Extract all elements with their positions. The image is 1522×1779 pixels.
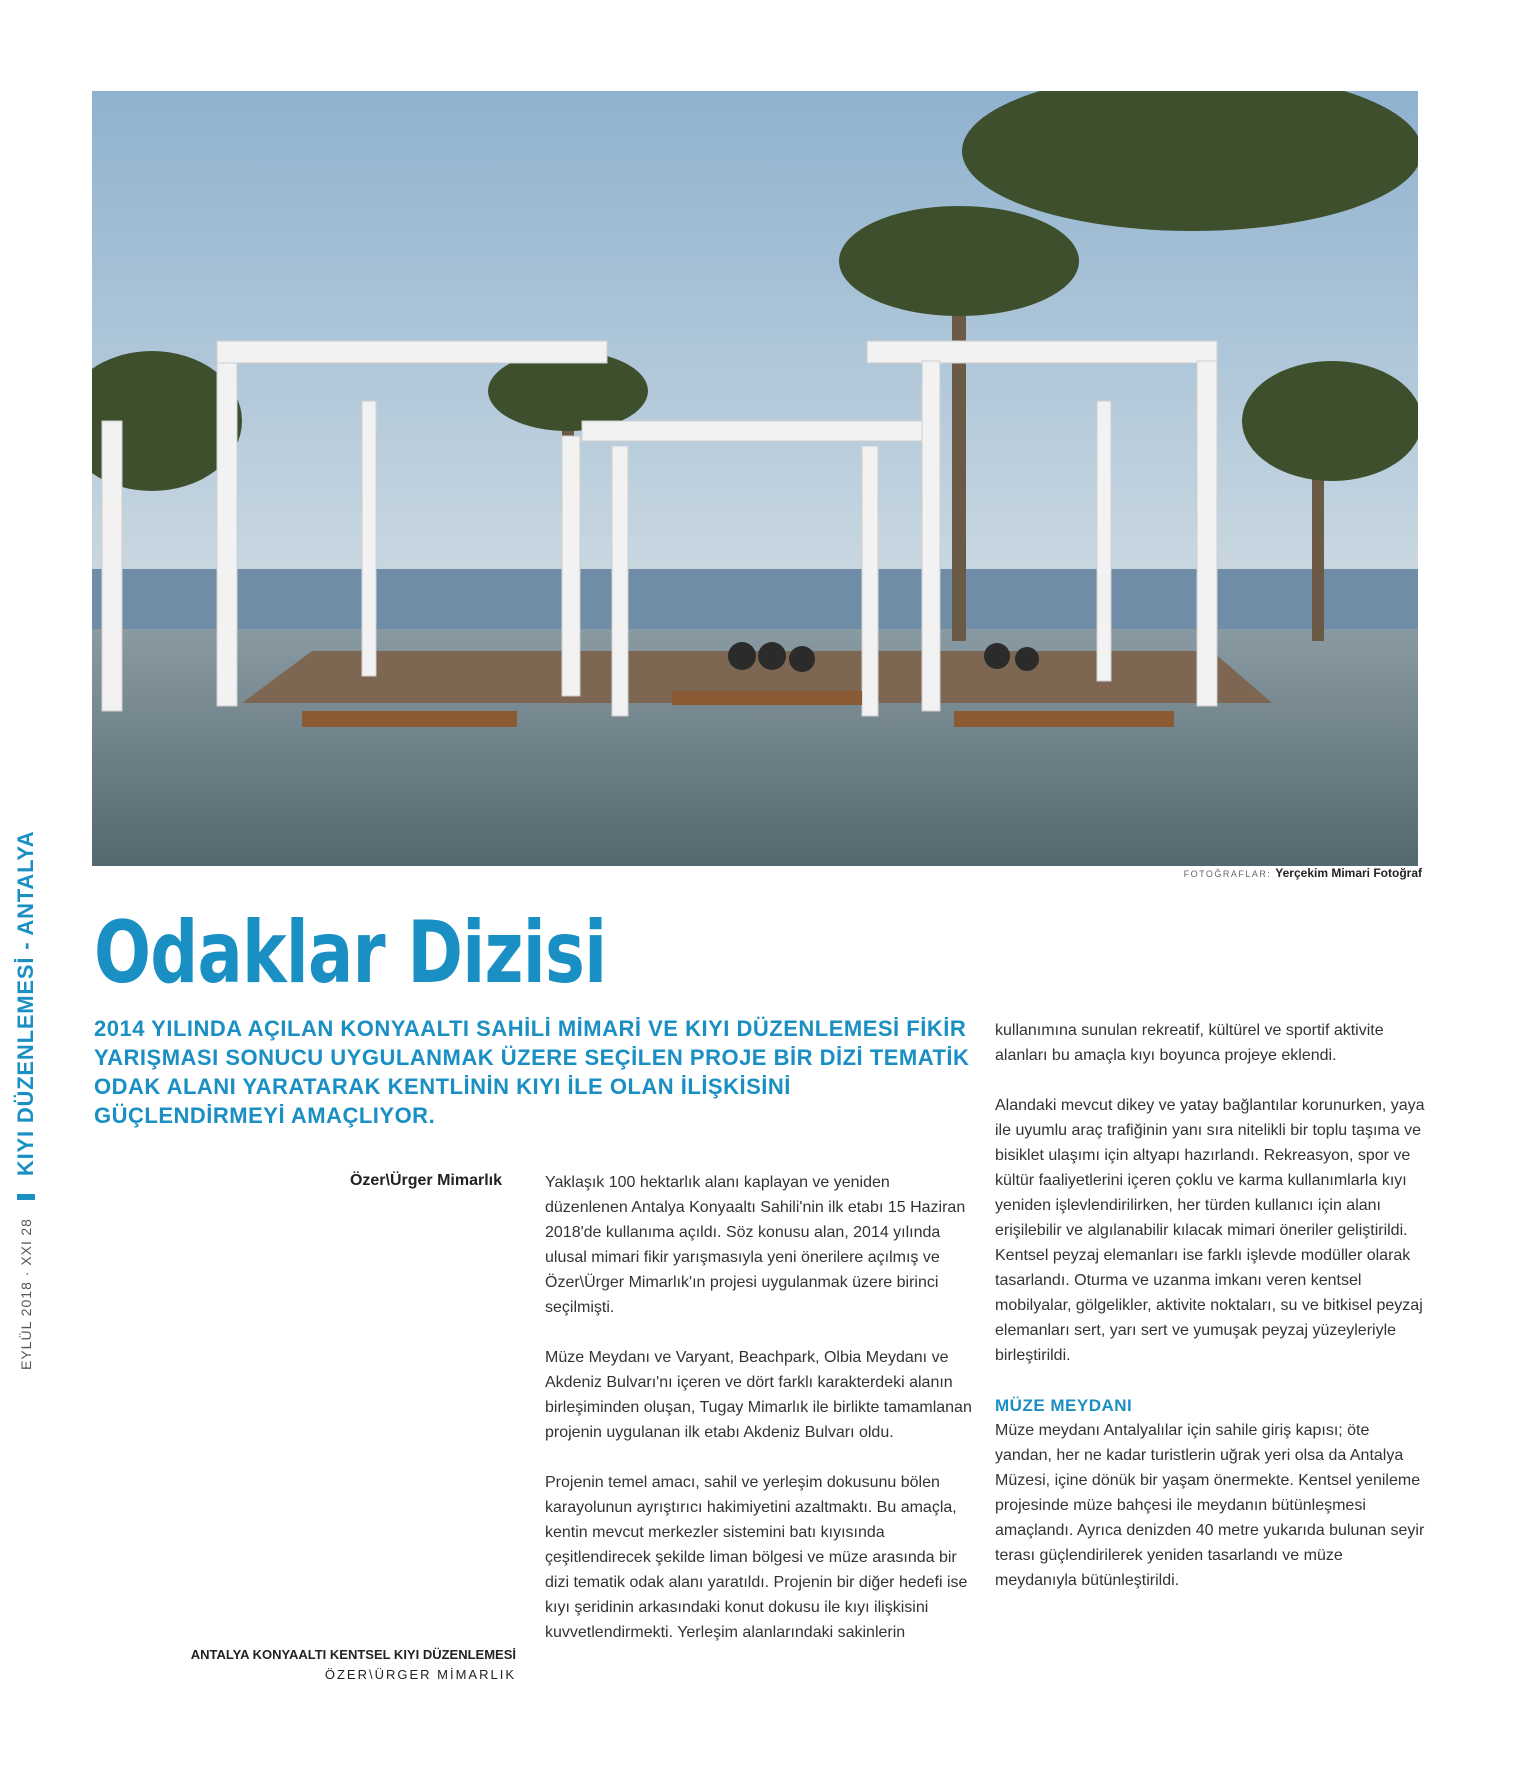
caption-architect: ÖZER\ÜRGER MİMARLIK: [324, 1667, 516, 1682]
pergola-seaside-photo: [92, 91, 1418, 866]
article-author: Özer\Ürger Mimarlık: [349, 1172, 502, 1189]
body-paragraph: Müze Meydanı ve Varyant, Beachpark, Olbia Meydanı ve Akdeniz Bulvarı'nı içeren ve dört farklı karakterdeki alanın birleşiminden oluşan, Tugay Mimarlık ile birlikte tamamlanan projenin uygulanan ilk etabı Akdeniz Bulvarı oldu.: [545, 1349, 972, 1441]
page-number: 28: [18, 1218, 34, 1236]
body-column-3: [995, 1018, 1425, 1618]
photo-credit-name: Yerçekim Mimari Fotoğraf: [1275, 866, 1422, 880]
project-caption: [140, 1645, 516, 1685]
body-paragraph: Müze meydanı Antalyalılar için sahile giriş kapısı; öte yandan, her ne kadar turistlerin uğrak yeri olsa da Antalya Müzesi, içine dönük bir yaşam önermekte. Kentsel yenileme projesinde müze bahçesi ile meydanın bütünleşmesi amaçlandı. Ayrıca denizden 40 metre yukarıda bulunan seyir terası güçlendirilerek yeniden tasarlandı ve müze meydanıyla bütünleştirildi.: [995, 1422, 1425, 1589]
photo-credit: [1184, 866, 1422, 880]
body-paragraph: Yaklaşık 100 hektarlık alanı kaplayan ve yeniden düzenlenen Antalya Konyaaltı Sahili'nin ilk etabı 15 Haziran 2018'de kullanıma açıldı. Söz konusu alan, 2014 yılında ulusal mimari fikir yarışmasıyla yeni önerilere açılmış ve Özer\Ürger Mimarlık'ın projesi uygulanmak üzere birinci seçilmişti.: [545, 1174, 966, 1316]
subheading-muze-meydani: MÜZE MEYDANI: [995, 1396, 1133, 1415]
article-title: Odaklar Dizisi: [94, 903, 607, 1003]
article-lead: 2014 YILINDA AÇILAN KONYAALTI SAHİLİ MİMARİ VE KIYI DÜZENLEMESİ FİKİR YARIŞMASI SONUCU UYGULANMAK ÜZERE SEÇİLEN PROJE BİR DİZİ TEMATİK ODAK ALANI YARATARAK KENTLİNİN KIYI İLE OLAN İLİŞKİSİNİ GÜÇLENDİRMEYİ AMAÇLIYOR.: [94, 1016, 970, 1128]
body-column-2: [545, 1170, 975, 1670]
vertical-running-head: [6, 730, 46, 1370]
body-paragraph: kullanımına sunulan rekreatif, kültürel ve sportif aktivite alanları bu amaçla kıyı boyunca projeye eklendi.: [995, 1022, 1384, 1064]
hero-photo: [92, 91, 1418, 866]
body-paragraph: Alandaki mevcut dikey ve yatay bağlantılar korunurken, yaya ile uyumlu araç trafiğinin yanı sıra nitelikli bir toplu taşıma ve bisiklet ulaşımı için altyapı hazırlandı. Rekreasyon, spor ve kültür faaliyetlerini içeren çoklu ve karma kullanımlarla kıyı yeniden işlevlendirilirken, her türden kullanıcı için alanı erişilebilir ve algılanabilir kılacak mimari öneriler geliştirildi. Kentsel peyzaj elemanları ise farklı işlevde modüller olarak tasarlandı. Oturma ve uzanma imkanı veren kentsel mobilyalar, gölgelikler, aktivite noktaları, su ve bitkisel peyzaj elemanları sert, yarı sert ve yumuşak peyzaj yüzeyleriyle birleştirildi.: [995, 1097, 1425, 1364]
photo-credit-label: FOTOĞRAFLAR:: [1183, 869, 1272, 879]
caption-project-name: ANTALYA KONYAALTI KENTSEL KIYI DÜZENLEMESİ: [190, 1647, 516, 1662]
body-paragraph: Projenin temel amacı, sahil ve yerleşim dokusunu bölen karayolunun ayrıştırıcı hakimiyetini azaltmaktı. Bu amaçla, kentin mevcut merkezler sistemini batı kıyısında çeşitlendirecek şekilde liman bölgesi ve müze arasında bir dizi tematik odak alanı yaratıldı. Projenin bir diğer hedefi ise kıyı şeridinin arkasındaki konut dokusu ile kıyı ilişkisini kuvvetlendirmekti. Yerleşim alanlarındaki sakinlerin: [545, 1474, 968, 1641]
section-title: KIYI DÜZENLEMESİ - ANTALYA: [13, 830, 38, 1177]
section-bar: [17, 1194, 35, 1200]
issue-date: EYLÜL 2018 · XXI: [18, 1240, 34, 1370]
